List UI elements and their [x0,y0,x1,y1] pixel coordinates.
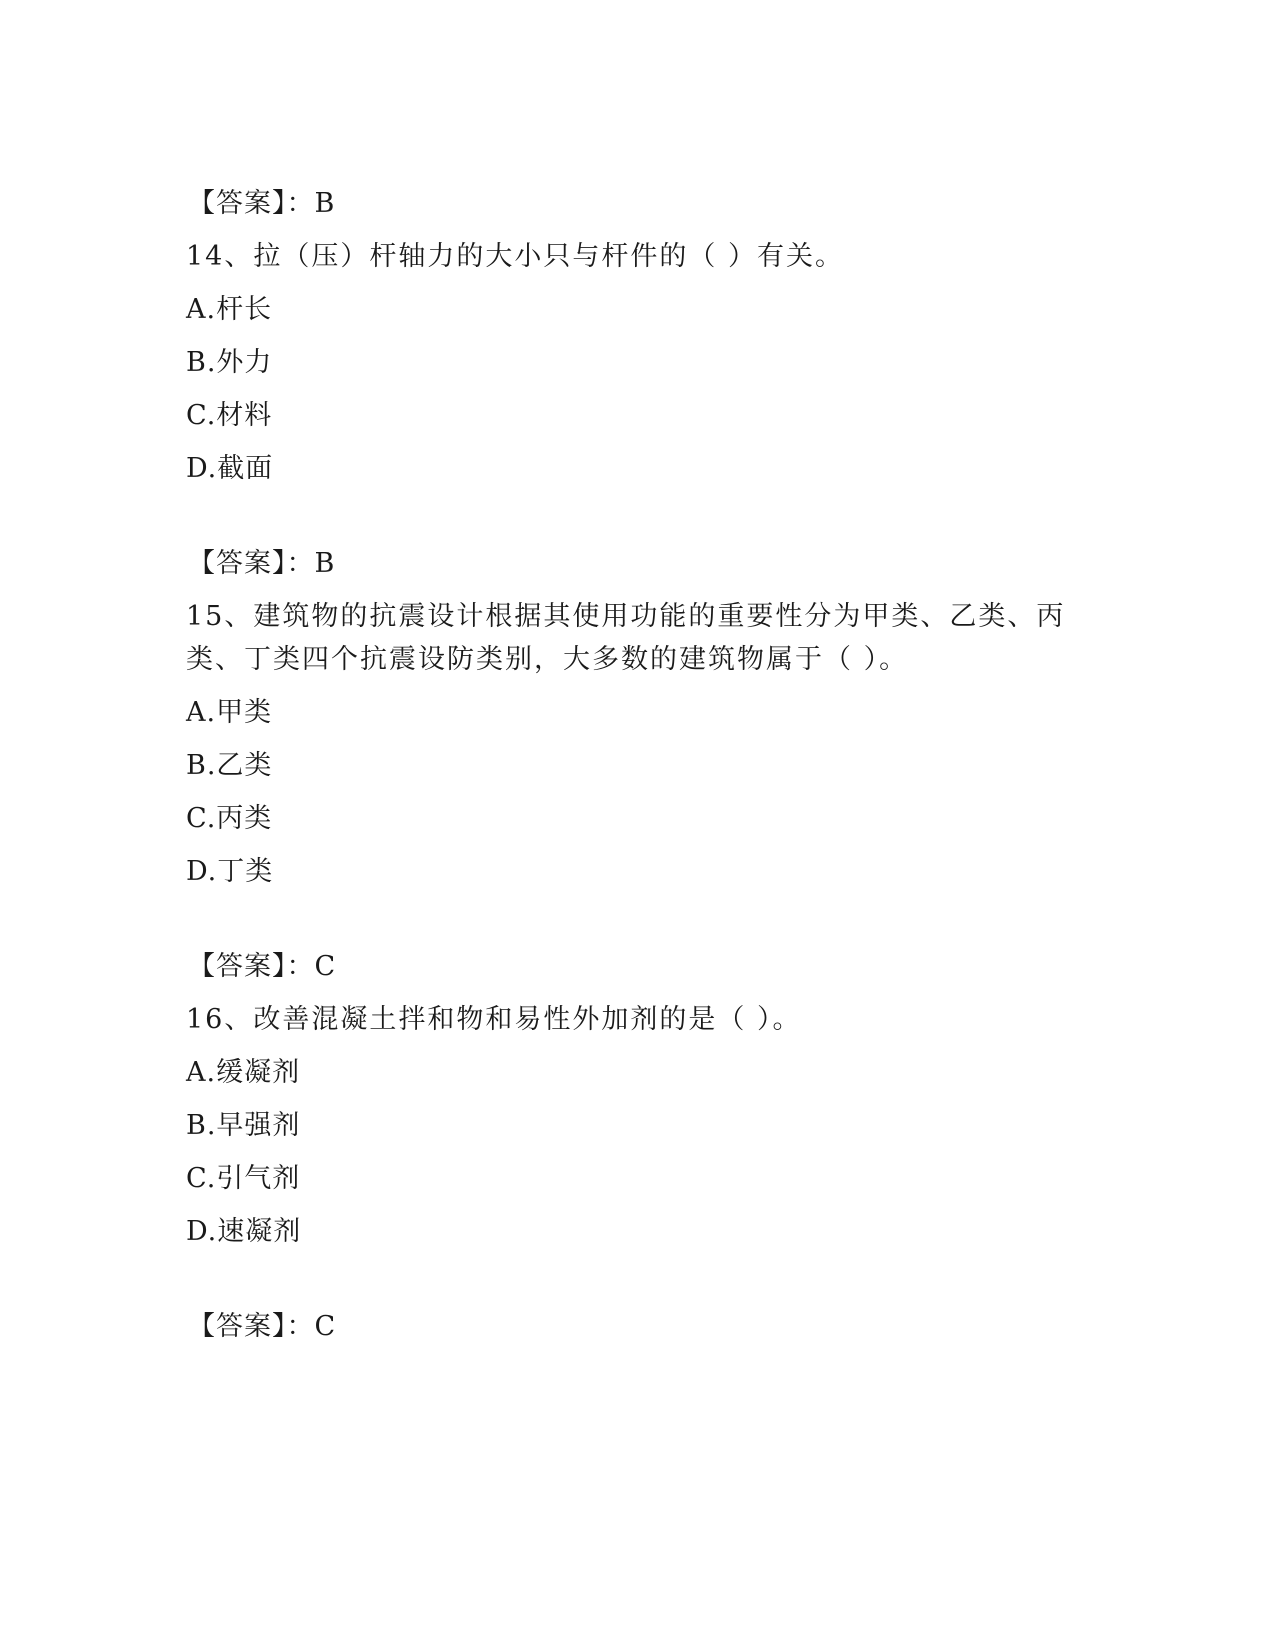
question-14-option-d: D.截面 [186,453,274,484]
answer-label: 【答案】： [188,1311,315,1342]
question-16-option-a: A.缓凝剂 [186,1057,301,1088]
answer-label: 【答案】： [188,188,315,219]
question-15-text-line-2: 类、丁类四个抗震设防类别，大多数的建筑物属于（ ）。 [186,644,909,675]
answer-value: C [314,951,337,982]
answer-label: 【答案】： [188,951,315,982]
question-16-option-c: C.引气剂 [186,1163,301,1194]
question-16-text: 16、改善混凝土拌和物和易性外加剂的是（ ）。 [186,1004,802,1035]
answer-line [188,187,335,221]
answer-value: B [314,188,336,219]
question-15-option-c: C.丙类 [186,803,273,834]
question-15-option-a: A.甲类 [186,697,273,728]
question-15-option-b: B.乙类 [186,750,273,781]
question-14-text: 14、拉（压）杆轴力的大小只与杆件的（ ）有关。 [186,241,844,272]
question-16-option-d: D.速凝剂 [186,1216,302,1247]
question-15-option-d: D.丁类 [186,856,274,887]
answer-value: B [314,548,336,579]
answer-line [188,547,335,581]
question-14-option-c: C.材料 [186,400,273,431]
question-15-text-line-1: 15、建筑物的抗震设计根据其使用功能的重要性分为甲类、乙类、丙 [186,601,1066,632]
answer-line [188,950,336,984]
question-14-option-b: B.外力 [186,347,273,378]
answer-label: 【答案】： [188,548,315,579]
question-16-option-b: B.早强剂 [186,1110,301,1141]
question-14-option-a: A.杆长 [186,294,273,325]
answer-value: C [314,1311,337,1342]
answer-line [188,1310,336,1344]
